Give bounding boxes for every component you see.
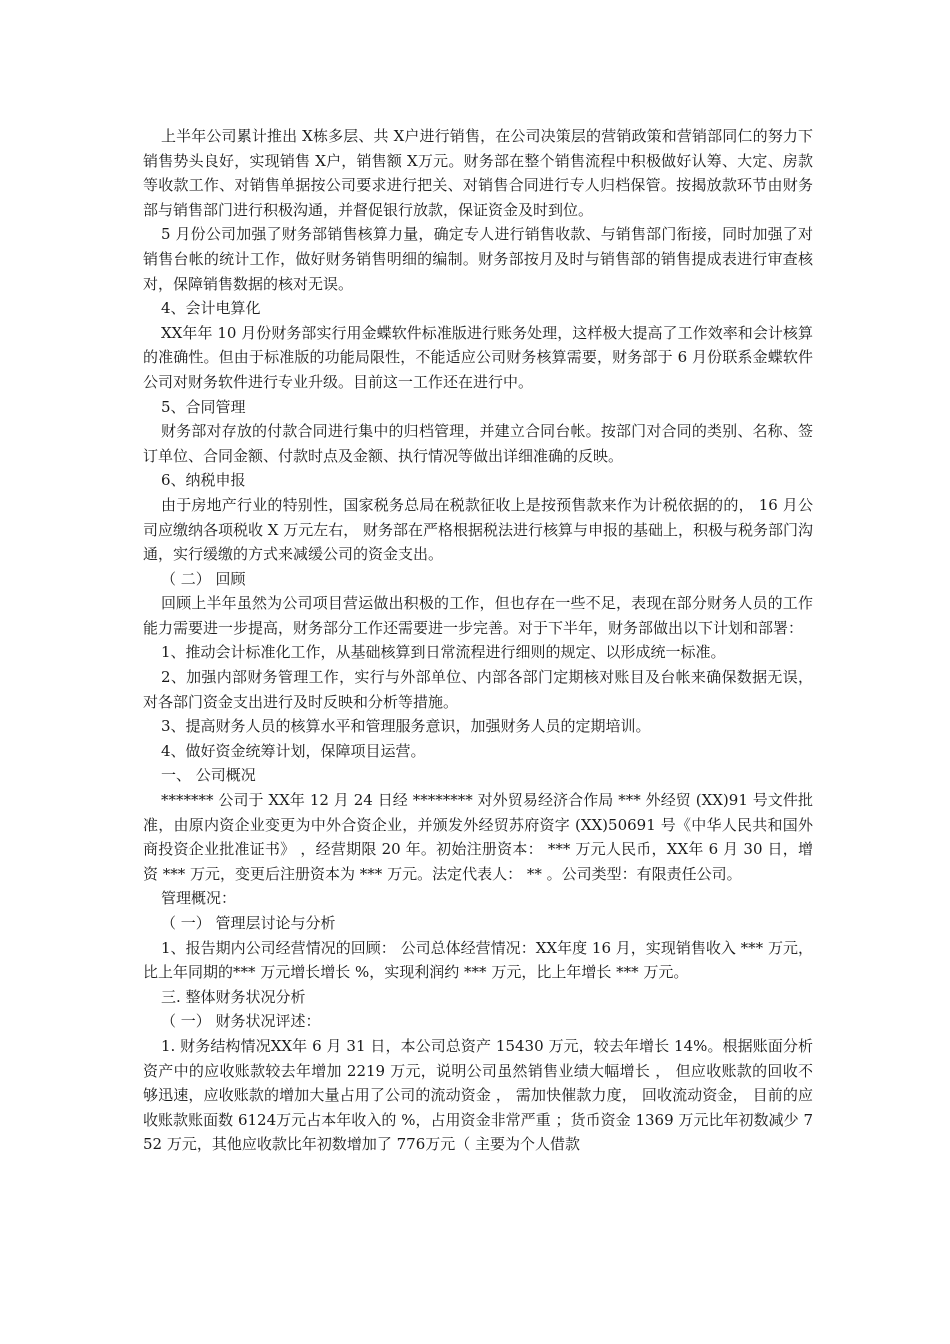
section-heading: 一、 公司概况: [161, 766, 256, 785]
paragraph: 上半年公司累计推出 X栋多层、共 X户进行销售，在公司决策层的营销政策和营销部同仁的努力下销售势头良好，实现销售 X户，销售额 X万元。财务部在整个销售流程中积极做好认筹、大定、房款等收款工作、对销售单据按公司要求进行把关、对销售合同进行专人归档保管。按揭放款环节由财务部与销售部门进行积极沟通，并督促银行放款，保证资金及时到位。: [143, 127, 813, 219]
section-heading: （ 二） 回顾: [161, 569, 246, 588]
section-heading: （ 一） 财务状况评述：: [161, 1012, 321, 1031]
document-body: [143, 124, 813, 1157]
section-heading: 三. 整体财务状况分析: [161, 987, 306, 1006]
paragraph: 1、推动会计标准化工作，从基础核算到日常流程进行细则的规定、以形成统一标准。: [161, 643, 726, 662]
section-heading: （ 一） 管理层讨论与分析: [161, 914, 336, 932]
section-heading: 管理概况：: [161, 889, 237, 908]
paragraph: 1、报告期内公司经营情况的回顾： 公司总体经营情况：XX年度 16 月，实现销售收入 *** 万元，比上年同期的*** 万元增长增长 %，实现利润约 *** 万元，比上年增长 *** 万元。: [143, 938, 813, 982]
paragraph: ******* 公司于 XX年 12 月 24 日经 ******** 对外贸易经济合作局 *** 外经贸 (XX)91 号文件批准，由原内资企业变更为中外合资企业，并颁发外经贸苏府资字 (XX)50691 号《中华人民共和国外商投资企业批准证书》 ，经营期限 20 年。初始注册资本： *** 万元人民币，XX年 6 月 30 日，增资 *** 万元，变更后注册资本为 *** 万元。法定代表人： ** 。公司类型：有限责任公司。: [143, 791, 813, 883]
paragraph: 由于房地产行业的特别性，国家税务总局在税款征收上是按预售款来作为计税依据的的， 16 月公司应缴纳各项税收 X 万元左右， 财务部在严格根据税法进行核算与申报的基础上，积极与税务部门沟通，实行缓缴的方式来减缓公司的资金支出。: [143, 495, 813, 564]
paragraph: 4、做好资金统筹计划，保障项目运营。: [161, 741, 426, 760]
section-heading: 4、会计电算化: [161, 299, 261, 318]
section-heading: 6、纳税申报: [161, 471, 246, 490]
paragraph: 5 月份公司加强了财务部销售核算力量，确定专人进行销售收款、与销售部门衔接，同时加强了对销售台帐的统计工作，做好财务销售明细的编制。财务部按月及时与销售部的销售提成表进行审查核对，保障销售数据的核对无误。: [143, 225, 813, 293]
paragraph: XX年年 10 月份财务部实行用金蝶软件标准版进行账务处理，这样极大提高了工作效率和会计核算的准确性。但由于标准版的功能局限性，不能适应公司财务核算需要，财务部于 6 月份联系金蝶软件公司对财务软件进行专业升级。目前这一工作还在进行中。: [143, 323, 813, 391]
section-heading: 5、合同管理: [161, 397, 246, 416]
paragraph: 2、加强内部财务管理工作，实行与外部单位、内部各部门定期核对账目及台帐来确保数据无误，对各部门资金支出进行及时反映和分析等措施。: [143, 668, 813, 711]
paragraph: 1. 财务结构情况XX年 6 月 31 日，本公司总资产 15430 万元，较去年增长 14%。根据账面分析资产中的应收账款较去年增加 2219 万元，说明公司虽然销售业绩大幅增长 ， 但应收账款的回收不够迅速，应收账款的增加大量占用了公司的流动资金 ， 需加快催款力度， 回收流动资金， 目前的应收账款账面数 6124万元占本年收入的 %，占用资金非常严重 ；货币资金 1369 万元比年初数减少 752 万元，其他应收款比年初数增加了 776万元（ 主要为个人借款: [143, 1036, 813, 1154]
paragraph: 财务部对存放的付款合同进行集中的归档管理，并建立合同台帐。按部门对合同的类别、名称、签订单位、合同金额、付款时点及金额、执行情况等做出详细准确的反映。: [143, 422, 813, 465]
paragraph: 回顾上半年虽然为公司项目营运做出积极的工作，但也存在一些不足，表现在部分财务人员的工作能力需要进一步提高，财务部分工作还需要进一步完善。对于下半年，财务部做出以下计划和部署：: [143, 594, 813, 637]
paragraph: 3、提高财务人员的核算水平和管理服务意识，加强财务人员的定期培训。: [161, 717, 651, 736]
